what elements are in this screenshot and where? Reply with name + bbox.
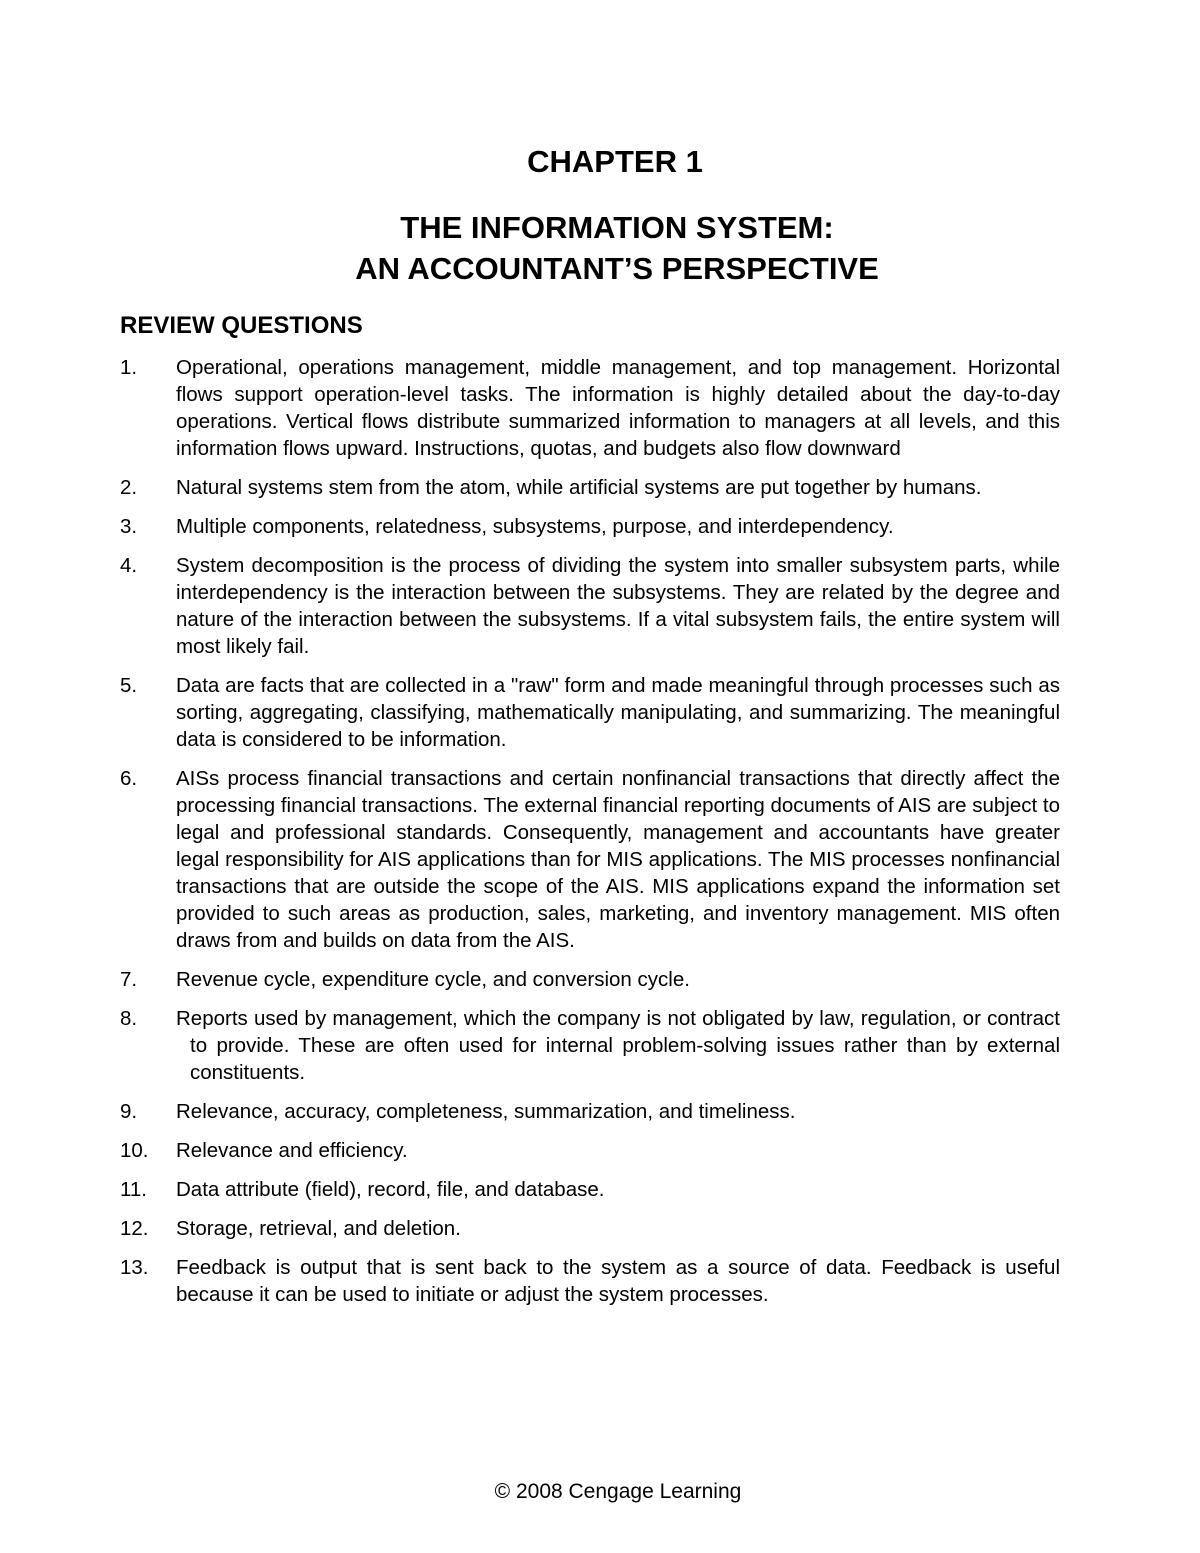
question-number: 4. [120,554,138,577]
question-11 [120,1176,1060,1203]
question-13 [120,1254,1060,1308]
question-4 [120,552,1060,660]
question-answer: Storage, retrieval, and deletion. [176,1217,461,1240]
question-9 [120,1098,1060,1125]
question-answer: System decomposition is the process of dividing the system into smaller subsystem parts, while interdependency is the interaction between the subsystems. They are related by the degree and nature of the interaction between the subsystems. If a vital subsystem fails, the entire system will most likely fail. [176,554,1060,658]
question-number: 9. [120,1100,138,1123]
question-number: 2. [120,476,138,499]
question-number: 10. [120,1139,149,1162]
chapter-number: CHAPTER 1 [527,144,703,179]
question-3 [120,513,1060,540]
question-7 [120,966,1060,993]
question-number: 6. [120,767,138,790]
copyright-footer: © 2008 Cengage Learning [494,1480,742,1503]
question-answer: Relevance, accuracy, completeness, summarization, and timeliness. [176,1100,796,1123]
question-answer: Operational, operations management, middle management, and top management. Horizontal flows support operation-level tasks. The information is highly detailed about the day-to-day operations. Vertical flows distribute summarized information to managers at all levels, and this information flows upward. Instructions, quotas, and budgets also flow downward [176,356,1060,460]
question-answer: Multiple components, relatedness, subsystems, purpose, and interdependency. [176,515,894,538]
question-answer: Relevance and efficiency. [176,1139,408,1162]
question-number: 12. [120,1217,149,1240]
question-number: 5. [120,674,138,697]
question-answer: Data are facts that are collected in a "raw" form and made meaningful through processes such as sorting, aggregating, classifying, mathematically manipulating, and summarizing. The meaningful data is considered to be information. [176,674,1060,751]
question-number: 1. [120,356,138,379]
chapter-title-line-2: AN ACCOUNTANT’S PERSPECTIVE [355,251,879,286]
question-number: 13. [120,1256,149,1279]
question-5 [120,672,1060,753]
question-answer: Natural systems stem from the atom, while artificial systems are put together by humans. [176,476,982,499]
question-number: 3. [120,515,138,538]
question-answer: Data attribute (field), record, file, and database. [176,1178,605,1201]
chapter-title [0,207,1200,289]
review-questions-list [120,354,1060,1320]
chapter-title-line-1: THE INFORMATION SYSTEM: [400,210,834,245]
question-8 [120,1005,1060,1086]
question-6 [120,765,1060,954]
section-heading: REVIEW QUESTIONS [120,312,363,339]
question-answer: Reports used by management, which the company is not obligated by law, regulation, or contract to provide. These are often used for internal problem-solving issues rather than by external constituents. [176,1007,1060,1084]
question-answer: AISs process financial transactions and certain nonfinancial transactions that directly affect the processing financial transactions. The external financial reporting documents of AIS are subject to legal and professional standards. Consequently, management and accountants have greater legal responsibility for AIS applications than for MIS applications. The MIS processes nonfinancial transactions that are outside the scope of the AIS. MIS applications expand the information set provided to such areas as production, sales, marketing, and inventory management. MIS often draws from and builds on data from the AIS. [176,767,1060,952]
question-answer: Revenue cycle, expenditure cycle, and conversion cycle. [176,968,690,991]
question-answer: Feedback is output that is sent back to the system as a source of data. Feedback is useful because it can be used to initiate or adjust the system processes. [176,1256,1060,1306]
question-number: 7. [120,968,138,991]
question-number: 11. [120,1178,147,1201]
question-2 [120,474,1060,501]
question-12 [120,1215,1060,1242]
question-10 [120,1137,1060,1164]
question-number: 8. [120,1007,138,1030]
question-1 [120,354,1060,462]
